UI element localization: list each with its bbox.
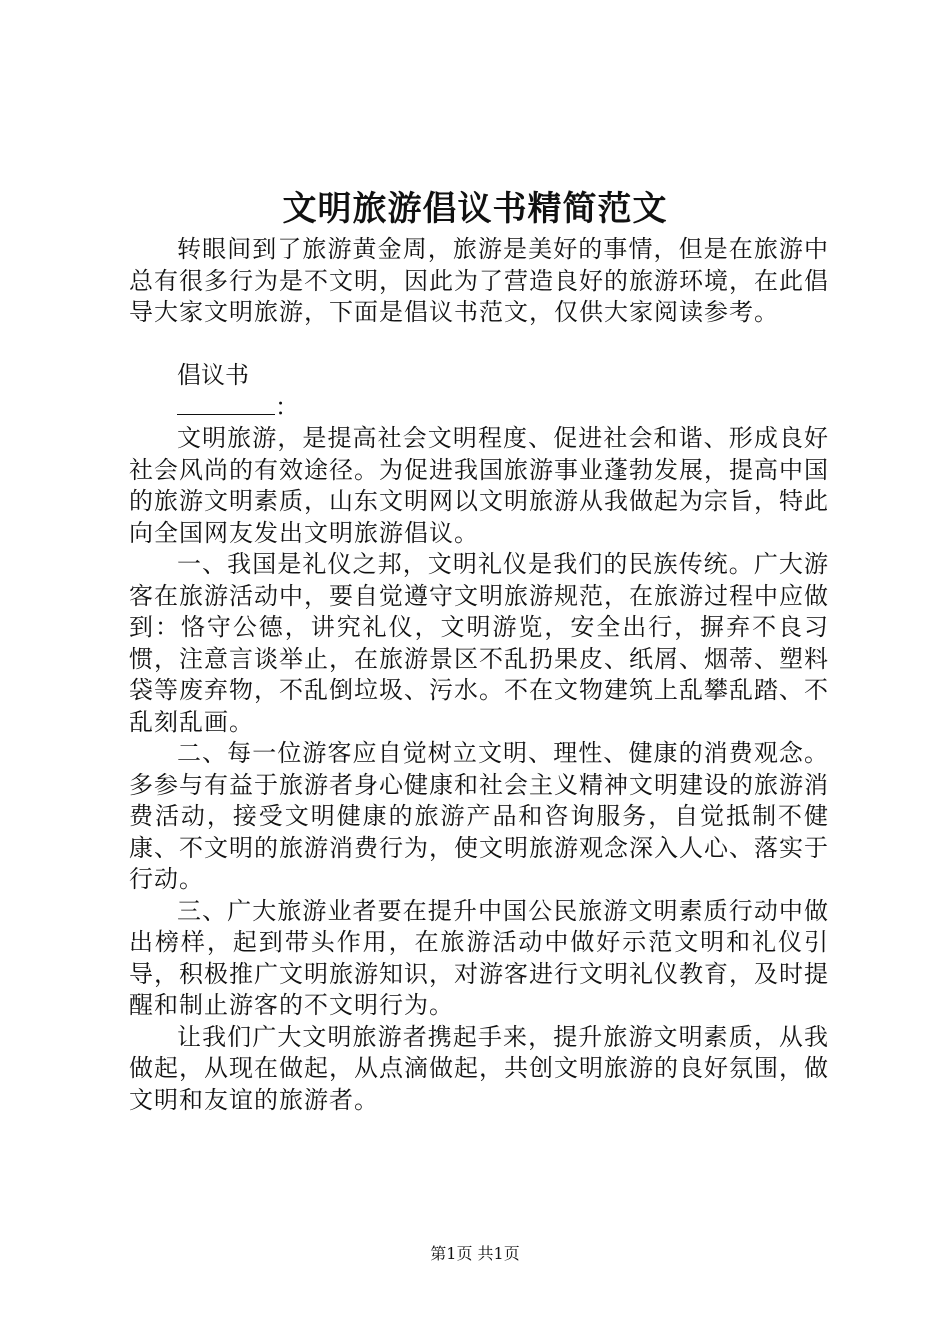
body-paragraph: 二、每一位游客应自觉树立文明、理性、健康的消费观念。多参与有益于旅游者身心健康和社会主义精神文明建设的旅游消费活动，接受文明健康的旅游产品和咨询服务，自觉抵制不健康、不文明的旅游消费行为，使文明旅游观念深入人心、落实于行动。 — [129, 739, 829, 893]
page-footer: 第1页 共1页 — [430, 1244, 520, 1263]
addressee-colon: ： — [275, 392, 299, 421]
addressee-line — [129, 392, 829, 424]
document-body — [129, 234, 829, 1116]
intro-paragraph: 转眼间到了旅游黄金周，旅游是美好的事情，但是在旅游中总有很多行为是不文明，因此为了营造良好的旅游环境，在此倡导大家文明旅游，下面是倡议书范文，仅供大家阅读参考。 — [129, 235, 829, 326]
blank-line — [129, 329, 829, 361]
body-paragraph: 一、我国是礼仪之邦，文明礼仪是我们的民族传统。广大游客在旅游活动中，要自觉遵守文明旅游规范，在旅游过程中应做到：恪守公德，讲究礼仪，文明游览，安全出行，摒弃不良习惯，注意言谈举止，在旅游景区不乱扔果皮、纸屑、烟蒂、塑料袋等废弃物，不乱倒垃圾、污水。不在文物建筑上乱攀乱踏、不乱刻乱画。 — [129, 550, 829, 736]
body-paragraph: 文明旅游，是提高社会文明程度、促进社会和谐、形成良好社会风尚的有效途径。为促进我国旅游事业蓬勃发展，提高中国的旅游文明素质，山东文明网以文明旅游从我做起为宗旨，特此向全国网友发出文明旅游倡议。 — [129, 424, 829, 547]
addressee-blank — [177, 394, 275, 415]
document-title: 文明旅游倡议书精简范文 — [282, 189, 668, 229]
body-paragraph: 三、广大旅游业者要在提升中国公民旅游文明素质行动中做出榜样，起到带头作用，在旅游活动中做好示范文明和礼仪引导，积极推广文明旅游知识，对游客进行文明礼仪教育，及时提醒和制止游客的不文明行为。 — [129, 896, 829, 1019]
body-paragraph: 让我们广大文明旅游者携起手来，提升旅游文明素质，从我做起，从现在做起，从点滴做起，共创文明旅游的良好氛围，做文明和友谊的旅游者。 — [129, 1022, 829, 1114]
proposal-heading: 倡议书 — [177, 361, 249, 389]
